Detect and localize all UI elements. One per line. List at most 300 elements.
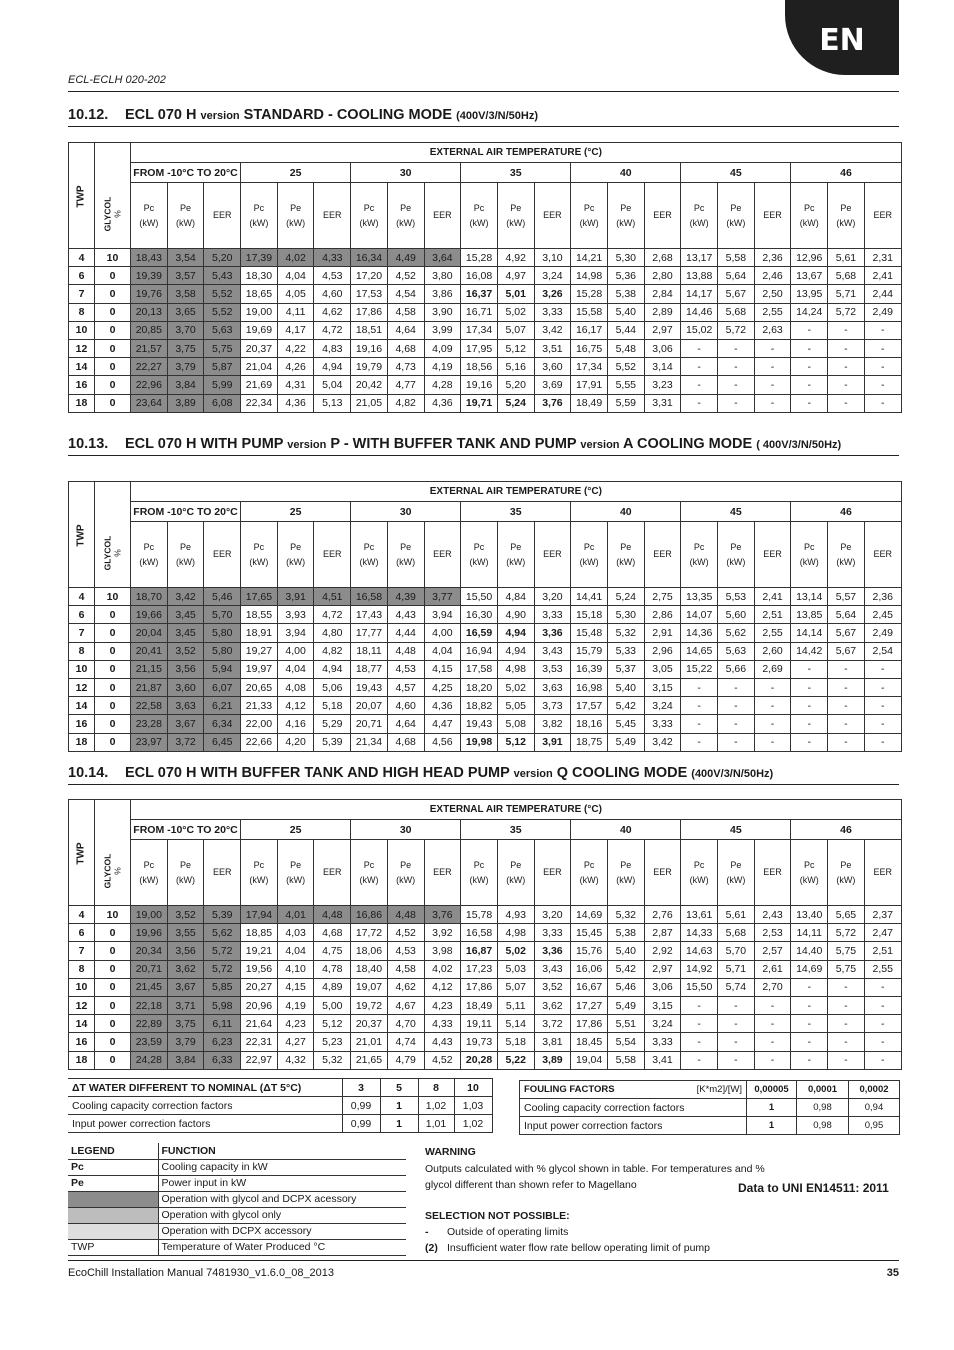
unit-label: Pe [400,202,412,213]
title-note: version [513,768,553,780]
unit-kw: (kW) [616,874,636,885]
table-cell: 3,71 [167,996,204,1014]
table-cell: 4,44 [387,624,424,642]
table-cell: 4,52 [424,1051,461,1069]
table-row [69,1051,902,1069]
unit-label: Pc [253,859,265,870]
table-cell: 14,69 [791,960,828,978]
table-cell: 4,62 [387,978,424,996]
table-cell: - [681,715,718,733]
table-cell: 4,48 [387,906,424,924]
table-cell: 21,45 [131,978,168,996]
unit-kw: (kW) [689,556,709,567]
table-cell: 17,86 [461,978,498,996]
twp-value: 14 [69,358,95,376]
table-cell: - [791,678,828,696]
table-cell: 2,45 [864,606,901,624]
table-cell: - [754,339,791,357]
table-cell: 15,45 [571,924,608,942]
table-cell: - [754,733,791,751]
table-cell: - [864,376,901,394]
unit-label: Pc [693,859,705,870]
table-cell: 3,33 [534,303,571,321]
unit-label: Pe [730,202,742,213]
table-cell: 21,65 [351,1051,388,1069]
table-cell: 16,58 [351,588,388,606]
table-cell: 19,16 [461,376,498,394]
unit-label: Pe [510,202,522,213]
table-cell: 19,16 [351,339,388,357]
delta-t-value: 0,99 [342,1097,380,1115]
pc-header [461,840,498,906]
table-cell: 4,31 [277,376,314,394]
delta-t-value: 1,02 [418,1097,454,1115]
table-cell: 2,80 [644,267,681,285]
table-cell: 3,84 [167,1051,204,1069]
unit-label: Pc [473,202,485,213]
table-cell: 21,87 [131,678,168,696]
temp-group-header: FROM -10°C TO 20°C [131,820,241,840]
table-cell: 15,50 [461,588,498,606]
unit-kw: (kW) [836,556,856,567]
table-cell: 5,87 [204,358,241,376]
table-cell: - [791,376,828,394]
unit-kw: (kW) [176,556,196,567]
table-cell: 2,31 [864,249,901,267]
table-row [69,358,902,376]
glycol-value: 0 [95,376,131,394]
unit-label: Pc [693,202,705,213]
glycol-value: 0 [95,1051,131,1069]
unit-label: Pe [510,859,522,870]
table-cell: 2,86 [644,606,681,624]
temp-group-header: 40 [571,820,681,840]
table-cell: 18,30 [241,267,278,285]
fouling-value: 0,94 [849,1099,900,1117]
table-cell: 2,46 [754,267,791,285]
twp-header [69,800,95,906]
pe-header [497,522,534,588]
table-cell: 5,44 [607,321,644,339]
table-cell: 16,59 [461,624,498,642]
table-cell: 15,02 [681,321,718,339]
eer-header: EER [314,522,351,588]
unit-kw: (kW) [469,556,489,567]
table-cell: 4,64 [387,715,424,733]
table-cell: 2,36 [864,588,901,606]
table-cell: 20,41 [131,642,168,660]
unit-kw: (kW) [579,217,599,228]
twp-value: 18 [69,1051,95,1069]
table-cell: 5,49 [607,996,644,1014]
table-cell: - [791,660,828,678]
table-cell: 3,92 [424,924,461,942]
eer-header: EER [204,522,241,588]
table-cell: 5,63 [718,642,755,660]
eer-header: EER [864,840,901,906]
table-cell: 2,76 [644,906,681,924]
unit-kw: (kW) [286,556,306,567]
temp-group-header: 45 [681,502,791,522]
table-cell: 5,02 [497,678,534,696]
table-cell: 2,63 [754,321,791,339]
table-cell: 16,98 [571,678,608,696]
legend-key: Pe [68,1175,158,1191]
table-cell: 22,58 [131,697,168,715]
table-cell: 5,11 [497,996,534,1014]
table-cell: 3,56 [167,942,204,960]
table-cell: 3,26 [534,285,571,303]
table-cell: 3,52 [534,978,571,996]
table-row [69,697,902,715]
table-cell: 4,98 [497,924,534,942]
pc-header [681,840,718,906]
table-cell: 22,97 [241,1051,278,1069]
twp-header [69,143,95,249]
unit-kw: (kW) [249,874,269,885]
table-cell: 4,93 [497,906,534,924]
table-cell: 5,68 [828,267,865,285]
table-cell: 3,82 [534,715,571,733]
twp-value: 16 [69,715,95,733]
unit-label: Pc [143,541,155,552]
unit-kw: (kW) [616,556,636,567]
table-cell: - [828,1051,865,1069]
table-cell: 14,36 [681,624,718,642]
temp-group-header: 40 [571,163,681,183]
table-cell: 19,27 [241,642,278,660]
table-cell: - [828,1015,865,1033]
delta-t-col: 5 [380,1079,418,1097]
unit-label: Pe [620,859,632,870]
table-cell: - [828,321,865,339]
table-cell: 5,71 [828,285,865,303]
table-cell: - [718,376,755,394]
table-cell: 3,45 [167,624,204,642]
table-cell: 5,33 [607,642,644,660]
table-cell: 22,66 [241,733,278,751]
table-cell: 2,55 [754,303,791,321]
table-cell: 3,14 [644,358,681,376]
table-cell: 5,98 [204,996,241,1014]
temp-group-header: 35 [461,163,571,183]
function-header: FUNCTION [158,1143,406,1159]
pc-header [351,522,388,588]
table-cell: 5,71 [718,960,755,978]
pe-header [277,183,314,249]
table-cell: - [828,660,865,678]
table-cell: 5,63 [204,321,241,339]
table-cell: 4,20 [277,733,314,751]
table-cell: 3,91 [277,588,314,606]
table-cell: 4,33 [424,1015,461,1033]
table-cell: 21,15 [131,660,168,678]
temp-group-header: 45 [681,820,791,840]
delta-t-row [68,1097,492,1115]
table-cell: 12,96 [791,249,828,267]
twp-value: 18 [69,733,95,751]
table-cell: 3,84 [167,376,204,394]
table-cell: 22,27 [131,358,168,376]
table-cell: 5,60 [718,606,755,624]
fouling-value: 1 [747,1099,797,1117]
percent-text: % [112,209,123,218]
table-cell: 16,58 [461,924,498,942]
delta-t-row-label: Input power correction factors [68,1115,342,1133]
table-cell: 16,30 [461,606,498,624]
table-cell: 4,94 [314,660,351,678]
table-cell: - [864,1033,901,1051]
unit-kw: (kW) [139,217,159,228]
table-cell: 14,42 [791,642,828,660]
table-cell: 4,97 [497,267,534,285]
eer-header: EER [754,183,791,249]
table-cell: 20,65 [241,678,278,696]
table-cell: 2,44 [864,285,901,303]
table-row [69,906,902,924]
table-cell: 5,64 [828,606,865,624]
table-cell: 3,15 [644,678,681,696]
table-cell: 4,08 [277,678,314,696]
table-cell: 5,59 [607,394,644,412]
table-cell: 5,22 [497,1051,534,1069]
header-blank [95,482,131,502]
table-cell: 5,38 [607,924,644,942]
glycol-value: 0 [95,960,131,978]
table-cell: 5,52 [204,303,241,321]
unit-kw: (kW) [506,217,526,228]
table-cell: 22,18 [131,996,168,1014]
glycol-label [102,853,122,888]
legend-row [68,1239,406,1255]
table-cell: 4,98 [497,660,534,678]
table-cell: 5,06 [314,678,351,696]
table-cell: - [864,1051,901,1069]
table-cell: 6,34 [204,715,241,733]
header-row-units [69,522,902,588]
unit-kw: (kW) [396,556,416,567]
glycol-value: 10 [95,906,131,924]
table-cell: 17,53 [351,285,388,303]
table-cell: 5,72 [204,960,241,978]
table-cell: 2,92 [644,942,681,960]
table-cell: 2,49 [864,624,901,642]
table-cell: - [718,339,755,357]
table-row [69,733,902,751]
table-cell: 21,64 [241,1015,278,1033]
standard-note: Data to UNI EN14511: 2011 [738,1181,889,1195]
table-cell: 20,71 [351,715,388,733]
table-cell: 6,33 [204,1051,241,1069]
table-cell: 17,94 [241,906,278,924]
table-cell: 15,28 [571,285,608,303]
table-cell: 5,12 [497,339,534,357]
table-cell: 13,88 [681,267,718,285]
table-cell: 14,17 [681,285,718,303]
table-cell: 15,18 [571,606,608,624]
legend-function: Power input in kW [158,1175,406,1191]
table-cell: 3,90 [424,303,461,321]
twp-value: 4 [69,588,95,606]
pc-header [131,183,168,249]
table-cell: 14,63 [681,942,718,960]
table-cell: 5,57 [828,588,865,606]
table-cell: 4,89 [314,978,351,996]
table-cell: 3,58 [167,285,204,303]
table-cell: 17,95 [461,339,498,357]
external-temp-header: EXTERNAL AIR TEMPERATURE (°C) [131,482,902,502]
legend-key: Pc [68,1159,158,1175]
unit-kw: (kW) [506,874,526,885]
pc-header [791,183,828,249]
selection-text: Outside of operating limits [447,1226,569,1238]
table-cell: 16,86 [351,906,388,924]
table-cell: 3,20 [534,906,571,924]
pc-header [571,840,608,906]
table-cell: 3,64 [424,249,461,267]
table-cell: 5,80 [204,624,241,642]
unit-label: Pc [473,541,485,552]
table-cell: 4,56 [424,733,461,751]
table-cell: 3,89 [534,1051,571,1069]
table-cell: 16,75 [571,339,608,357]
selection-key: (2) [425,1242,438,1254]
temp-group-header: 35 [461,502,571,522]
eer-header: EER [644,522,681,588]
table-cell: 3,57 [167,267,204,285]
table-cell: - [681,358,718,376]
twp-value: 14 [69,697,95,715]
pe-header [387,522,424,588]
table-cell: 20,07 [351,697,388,715]
pe-header [607,522,644,588]
footer-text: EcoChill Installation Manual 7481930_v1.6.0_08_2013 [68,1267,335,1279]
table-cell: 4,23 [277,1015,314,1033]
table-cell: 5,24 [607,588,644,606]
table-cell: - [864,996,901,1014]
table-cell: 4,15 [424,660,461,678]
pc-header [571,522,608,588]
table-cell: 18,55 [241,606,278,624]
delta-t-row [68,1115,492,1133]
legend-function: Operation with glycol only [158,1207,406,1223]
table-cell: 16,06 [571,960,608,978]
table-cell: - [791,1033,828,1051]
temp-group-header: 25 [241,163,351,183]
table-cell: 18,56 [461,358,498,376]
header-divider [68,91,899,92]
glycol-value: 0 [95,624,131,642]
unit-label: Pc [143,859,155,870]
unit-label: Pe [620,202,632,213]
table-cell: 3,53 [534,660,571,678]
table-cell: 6,45 [204,733,241,751]
table-cell: 5,68 [718,924,755,942]
table-cell: 21,34 [351,733,388,751]
table-cell: 19,73 [461,1033,498,1051]
table-cell: - [681,1015,718,1033]
glycol-text: GLYCOL [102,196,113,232]
table-cell: 20,37 [351,1015,388,1033]
temp-group-header: 46 [791,502,901,522]
table-cell: 18,11 [351,642,388,660]
pc-header [241,840,278,906]
table-cell: - [681,697,718,715]
table-cell: 4,00 [277,642,314,660]
glycol-value: 0 [95,358,131,376]
table-cell: 4,62 [314,303,351,321]
glycol-value: 0 [95,733,131,751]
header-blank [95,502,131,522]
unit-label: Pc [583,202,595,213]
table-cell: - [791,394,828,412]
table-cell: 17,86 [351,303,388,321]
table-cell: 5,61 [718,906,755,924]
table-cell: 4,43 [424,1033,461,1051]
delta-t-col: 3 [342,1079,380,1097]
glycol-value: 0 [95,394,131,412]
table-cell: 3,43 [534,960,571,978]
table-cell: 16,17 [571,321,608,339]
table-cell: 3,42 [534,321,571,339]
temp-group-header: 30 [351,163,461,183]
table-row [69,642,902,660]
pe-header [277,840,314,906]
table-cell: 15,48 [571,624,608,642]
table-cell: 4,19 [277,996,314,1014]
legend-header: LEGEND [68,1143,158,1159]
table-row [69,588,902,606]
table-cell: 5,32 [607,624,644,642]
temp-group-header: 35 [461,820,571,840]
table-cell: 5,40 [607,942,644,960]
table-cell: 3,65 [167,303,204,321]
selection-text: Insufficient water flow rate bellow operating limit of pump [447,1242,711,1254]
legend-swatch-dark [68,1191,158,1207]
table-cell: 3,62 [534,996,571,1014]
table-cell: 3,15 [644,996,681,1014]
delta-t-value: 1,01 [418,1115,454,1133]
table-cell: 4,78 [314,960,351,978]
table-cell: 14,11 [791,924,828,942]
table-cell: 3,24 [644,1015,681,1033]
table-cell: 3,63 [167,697,204,715]
table-cell: 3,55 [167,924,204,942]
table-cell: 14,98 [571,267,608,285]
glycol-value: 0 [95,321,131,339]
eer-header: EER [864,522,901,588]
temp-group-header: 25 [241,502,351,522]
eer-header: EER [644,840,681,906]
table-cell: 19,69 [241,321,278,339]
twp-value: 8 [69,960,95,978]
table-cell: 4,09 [424,339,461,357]
table-cell: 4,00 [424,624,461,642]
table-cell: 3,36 [534,624,571,642]
table-cell: 3,94 [277,624,314,642]
table-cell: 3,33 [644,715,681,733]
unit-label: Pc [803,541,815,552]
pc-header [791,840,828,906]
header-blank [95,820,131,840]
unit-kw: (kW) [469,217,489,228]
table-cell: 19,00 [241,303,278,321]
table-cell: 19,00 [131,906,168,924]
table-cell: 5,29 [314,715,351,733]
table-cell: - [828,715,865,733]
table-cell: 3,72 [534,1015,571,1033]
table-cell: 3,80 [424,267,461,285]
